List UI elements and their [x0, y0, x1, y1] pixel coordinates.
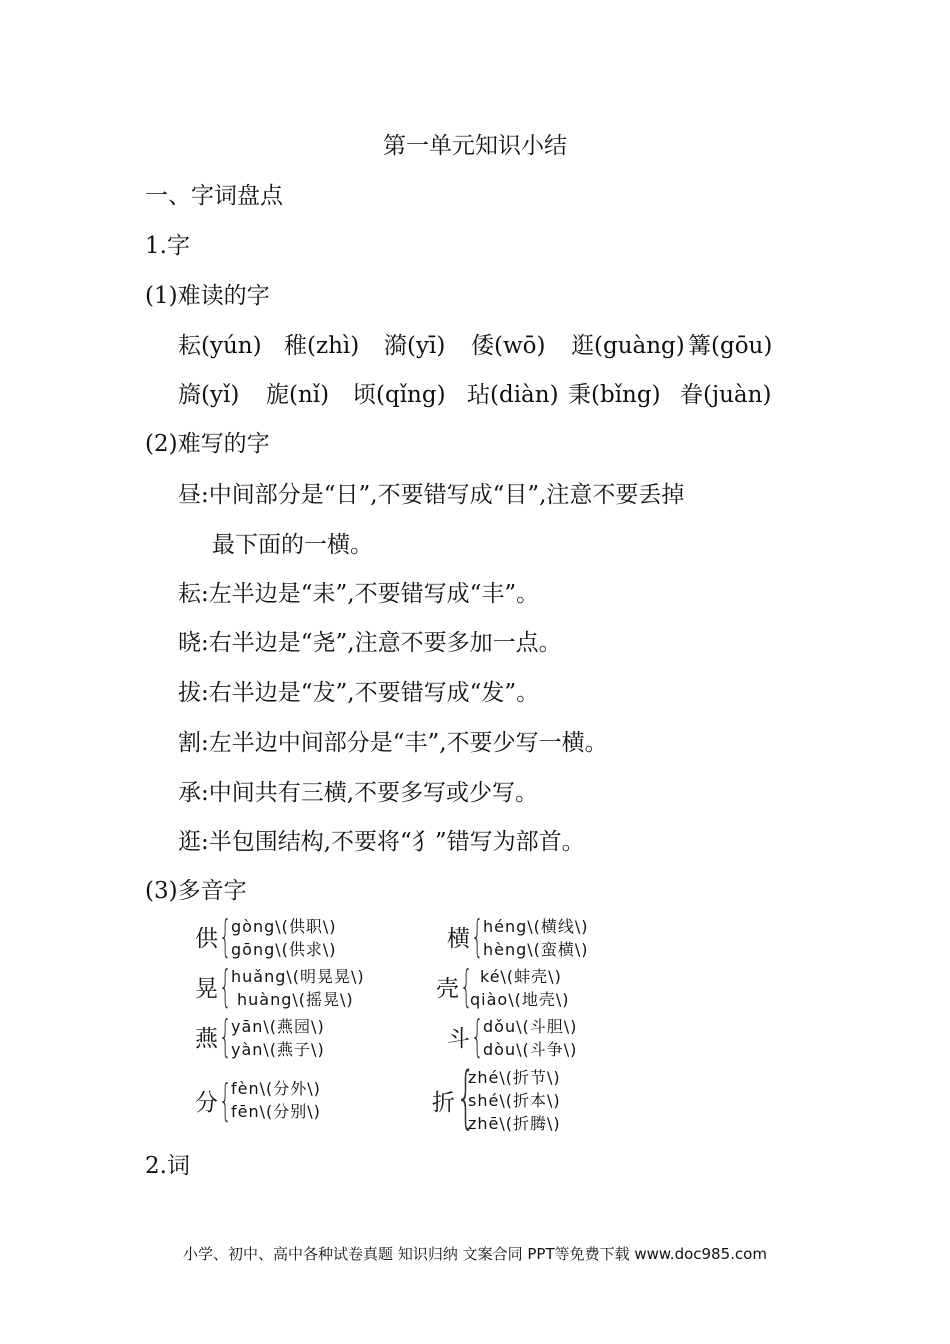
polyphone-char: 供: [195, 926, 218, 952]
polyphone-reading: dǒu\(斗胆\): [483, 1017, 578, 1036]
heading-hard-to-read: (1)难读的字: [145, 283, 270, 309]
brace-symbol: {: [219, 911, 232, 962]
polyphone-reading: gòng\(供职\): [231, 917, 337, 936]
brace-symbol: {: [219, 961, 232, 1012]
polyphone-reading: fēn\(分别\): [231, 1102, 321, 1121]
brace-symbol: {: [471, 1011, 484, 1062]
hard-write-item: 逛:半包围结构,不要将“犭”错写为部首。: [178, 829, 585, 855]
hard-read-item: 旎(nǐ): [266, 382, 330, 408]
page-title: 第一单元知识小结: [383, 133, 567, 159]
hard-read-item: 秉(bǐng): [568, 382, 661, 408]
polyphone-entry: [447, 911, 667, 964]
hard-read-item: 眷(juàn): [680, 382, 772, 408]
hard-write-item: 昼:中间部分是“日”,不要错写成“目”,注意不要丢掉: [178, 482, 685, 508]
hard-read-row-2: [0, 380, 950, 410]
polyphone-char: 燕: [195, 1026, 218, 1052]
polyphone-reading: zhé\(折节\): [468, 1068, 561, 1087]
heading-hard-to-write: (2)难写的字: [145, 431, 270, 457]
heading-polyphones: (3)多音字: [145, 878, 247, 904]
polyphone-char: 斗: [447, 1026, 470, 1052]
hard-write-item: 晓:右半边是“尧”,注意不要多加一点。: [178, 630, 562, 656]
polyphone-reading: dòu\(斗争\): [483, 1040, 578, 1059]
polyphone-entry: [195, 1076, 415, 1126]
polyphone-entry: [436, 961, 656, 1014]
hard-read-item: 玷(diàn): [467, 382, 559, 408]
hard-write-item: 承:中间共有三横,不要多写或少写。: [178, 780, 539, 806]
polyphone-reading: yàn\(燕子\): [231, 1040, 325, 1059]
hard-write-item: 耘:左半边是“耒”,不要错写成“丰”。: [178, 581, 540, 607]
hard-read-item: 篝(gōu): [688, 333, 773, 359]
brace-symbol: {: [471, 911, 484, 962]
polyphone-char: 横: [447, 926, 470, 952]
section-heading-word-review: 一、字词盘点: [145, 183, 283, 209]
polyphone-reading: yān\(燕园\): [231, 1017, 325, 1036]
hard-write-item: 拔:右半边是“犮”,不要错写成“发”。: [178, 680, 540, 706]
polyphone-reading: hèng\(蛮横\): [483, 940, 589, 959]
hard-read-item: 稚(zhì): [284, 333, 360, 359]
hard-read-item: 耘(yún): [178, 333, 262, 359]
polyphone-entry: [447, 1011, 667, 1064]
polyphone-reading: qiào\(地壳\): [470, 990, 570, 1009]
polyphone-entry: [432, 1058, 652, 1140]
hard-read-row-1: [0, 331, 950, 361]
polyphone-reading: huàng\(摇晃\): [237, 990, 354, 1009]
footer-text: 小学、初中、高中各种试卷真题 知识归纳 文案合同 PPT等免费下载 www.doc985.com: [183, 1245, 767, 1263]
polyphone-entry: [195, 911, 415, 964]
hard-write-item-continuation: 最下面的一横。: [212, 532, 373, 558]
polyphone-reading: gōng\(供求\): [231, 940, 337, 959]
brace-symbol: {: [456, 1058, 476, 1137]
hard-read-item: 漪(yī): [384, 333, 446, 359]
subheading-words: 2.词: [145, 1153, 190, 1179]
brace-symbol: {: [460, 961, 473, 1012]
hard-read-item: 倭(wō): [471, 333, 546, 359]
polyphone-reading: shé\(折本\): [468, 1091, 561, 1110]
polyphone-char: 折: [432, 1090, 455, 1116]
hard-read-item: 旖(yǐ): [178, 382, 240, 408]
polyphone-char: 晃: [195, 976, 218, 1002]
hard-read-item: 顷(qǐng): [353, 382, 446, 408]
polyphone-char: 壳: [436, 976, 459, 1002]
hard-write-item: 割:左半边中间部分是“丰”,不要少写一横。: [178, 730, 608, 756]
hard-read-item: 逛(guàng): [571, 333, 685, 359]
polyphone-entry: [195, 1011, 415, 1064]
polyphone-reading: ké\(蚌壳\): [480, 967, 562, 986]
polyphone-reading: fèn\(分外\): [231, 1079, 321, 1098]
polyphone-reading: huǎng\(明晃晃\): [231, 967, 365, 986]
polyphone-entry: [195, 961, 415, 1014]
polyphone-reading: héng\(横线\): [483, 917, 589, 936]
brace-symbol: {: [219, 1075, 232, 1126]
subheading-characters: 1.字: [145, 233, 190, 259]
polyphone-char: 分: [195, 1090, 218, 1116]
polyphone-reading: zhē\(折腾\): [468, 1114, 561, 1133]
brace-symbol: {: [219, 1011, 232, 1062]
